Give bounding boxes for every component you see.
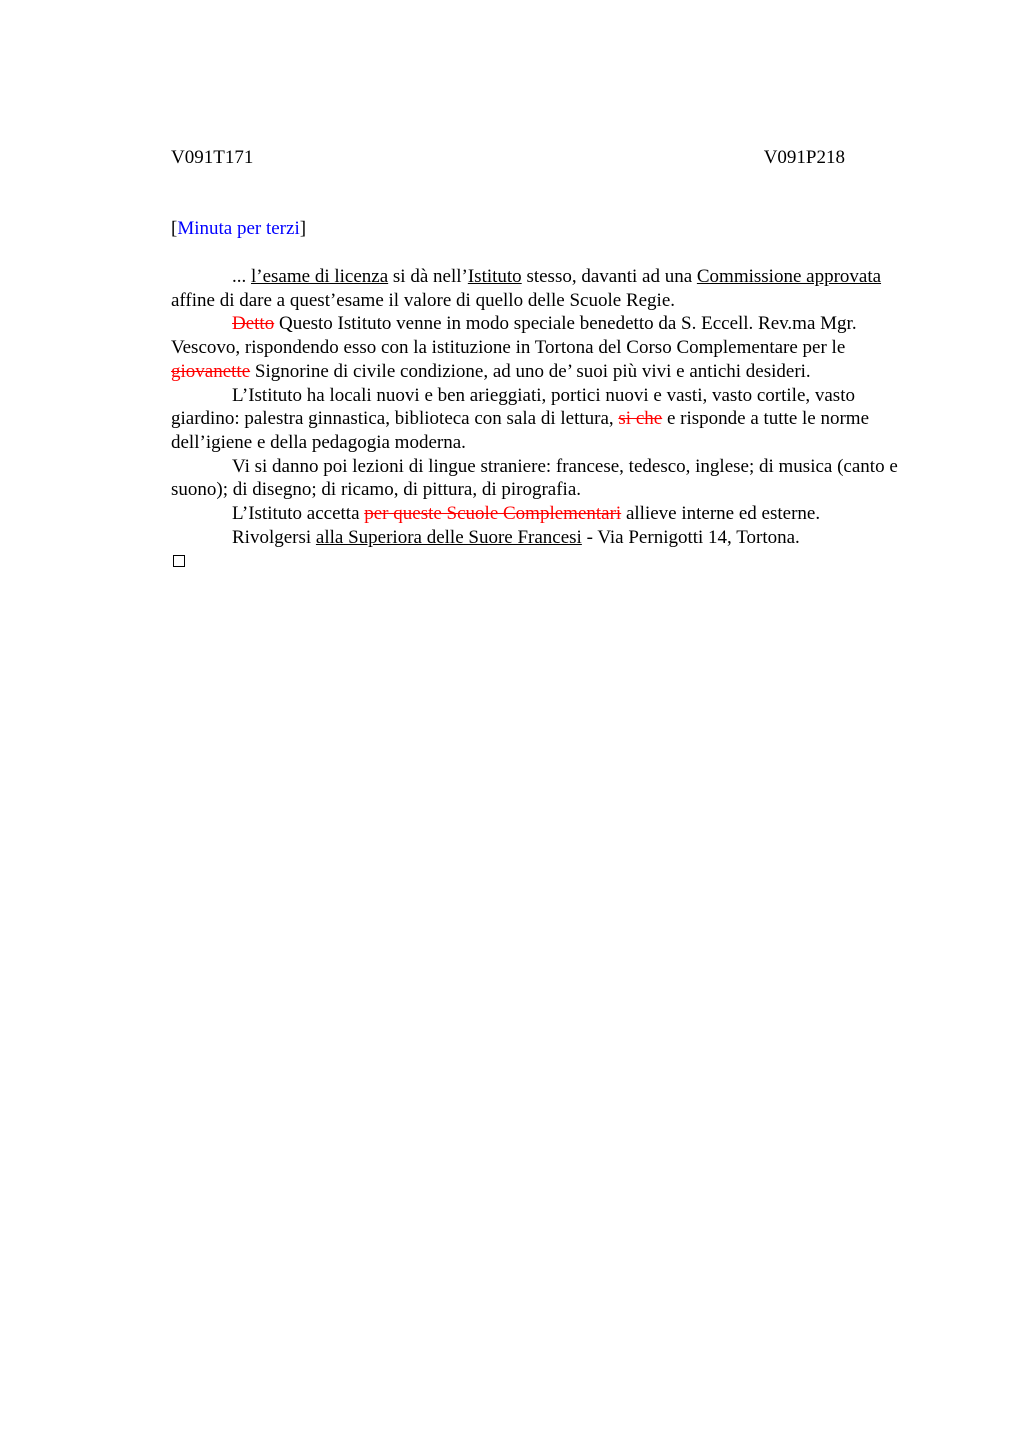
document-ids (171, 146, 845, 170)
document-id-left: V091T171 (171, 147, 254, 168)
document-id-right: V091P218 (763, 147, 845, 168)
text-run: - Via Pernigotti 14, Tortona. (581, 526, 800, 548)
deleted-text: per queste Scuole Complementari (364, 503, 622, 525)
document-body (171, 265, 916, 567)
section-label (171, 217, 306, 241)
section-label-text: Minuta per terzi (177, 218, 300, 239)
text-run: Questo Istituto venne in modo speciale benedetto da S. Eccell. Rev.ma Mgr. Vescovo, rispondendo esso con la istituzione in Tortona del Corso Complementare per le (171, 313, 857, 359)
deleted-text: Detto (232, 313, 275, 335)
deleted-text: giovanette (171, 360, 251, 382)
text-run: L’Istituto ha locali nuovi e ben arieggiati, portici nuovi e vasti, vasto cortile, vasto giardino: palestra ginnastica, biblioteca con sala di lettura, (171, 384, 855, 430)
paragraph-2 (171, 312, 916, 383)
paragraph-1 (171, 265, 916, 312)
text-run: allieve interne ed esterne. (621, 503, 821, 525)
text-run: e risponde a tutte le norme dell’igiene e della pedagogia moderna. (171, 408, 870, 453)
text-run: Signorine di civile condizione, ad uno de’ suoi più vivi e antichi desideri. (250, 360, 811, 382)
paragraph-6 (171, 526, 916, 550)
underlined-text: Istituto (467, 266, 522, 287)
deleted-text: si che (618, 408, 663, 430)
paragraph-4 (171, 455, 916, 502)
text-run: ... (232, 266, 251, 287)
underlined-text: Commissione approvata (696, 266, 882, 287)
text-run: L’Istituto accetta (232, 503, 365, 525)
text-run: si dà nell’ (388, 266, 468, 287)
text-run: Vi si danno poi lezioni di lingue straniere: francese, tedesco, inglese; di musica (canto e suono); di disegno; di ricamo, di pittura, di pirografia. (171, 455, 898, 501)
underlined-text: alla Superiora delle Suore Francesi (315, 526, 582, 548)
open-bracket: [ (171, 218, 178, 239)
underlined-text: l’esame di licenza (251, 266, 389, 287)
text-run: stesso, davanti ad una (521, 266, 697, 287)
paragraph-5 (171, 502, 916, 526)
text-run: affine di dare a quest’esame il valore di quello delle Scuole Regie. (171, 289, 676, 311)
close-bracket: ] (299, 218, 307, 239)
end-marker-square-icon (173, 555, 185, 567)
text-run: Rivolgersi (232, 526, 316, 548)
paragraph-3 (171, 384, 916, 455)
